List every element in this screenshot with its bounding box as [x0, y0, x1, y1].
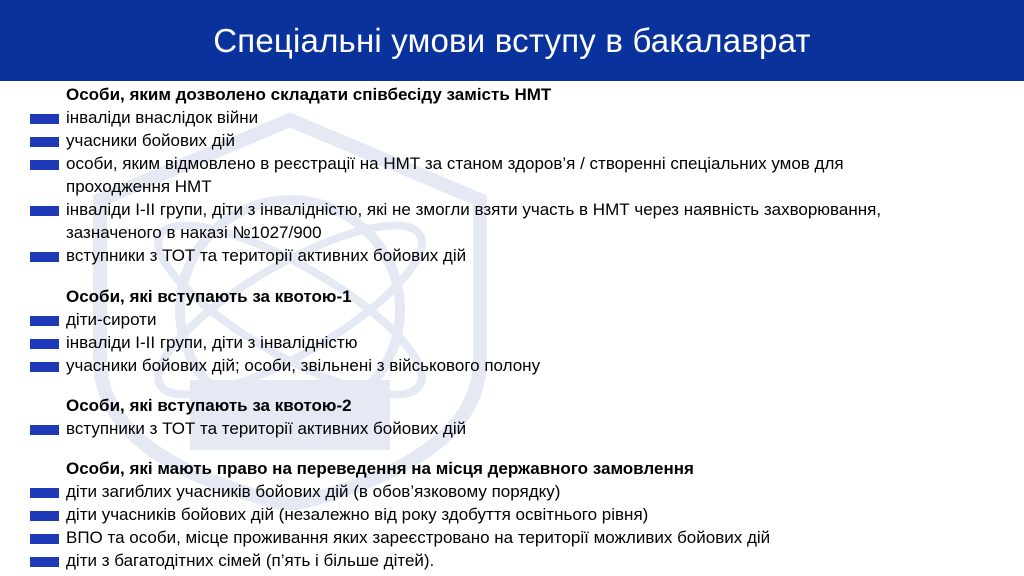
section-4-heading: Особи, які мають право на переведення на місця державного замовлення [66, 459, 694, 478]
list-item: діти-сироти [66, 310, 157, 329]
section-3-heading: Особи, які вступають за квотою-2 [66, 396, 352, 415]
list-item: учасники бойових дій [66, 131, 235, 150]
list-item: особи, яким відмовлено в реєстрації на НМТ за станом здоров’я / створенні спеціальних умов для [66, 154, 844, 173]
list-item: вступники з ТОТ та території активних бойових дій [66, 246, 467, 265]
section-1-heading: Особи, яким дозволено складати співбесіду замість НМТ [66, 85, 552, 104]
slide-title: Спеціальні умови вступу в бакалаврат [213, 21, 811, 59]
list-item: інваліди I-II групи, діти з інвалідністю, які не змогли взяти участь в НМТ через наявність захворювання, [66, 200, 882, 219]
list-item-continuation: зазначеного в наказі №1027/900 [66, 223, 322, 242]
bullet-icon [30, 206, 59, 216]
bullet-icon [30, 252, 59, 262]
bullet-icon [30, 534, 59, 544]
list-item-continuation: проходження НМТ [66, 177, 212, 196]
list-item: інваліди внаслідок війни [66, 108, 259, 127]
bullet-icon [30, 557, 59, 567]
bullet-icon [30, 114, 59, 124]
list-item: ВПО та особи, місце проживання яких зареєстровано на території можливих бойових дій [66, 528, 771, 547]
list-item: інваліди I-II групи, діти з інвалідністю [66, 333, 358, 352]
bullet-icon [30, 137, 59, 147]
bullet-icon [30, 362, 59, 372]
bullet-icon [30, 425, 59, 435]
bullet-icon [30, 511, 59, 521]
list-item: діти загиблих учасників бойових дій (в обов’язковому порядку) [66, 482, 561, 501]
bullet-icon [30, 160, 59, 170]
list-item: вступники з ТОТ та території активних бойових дій [66, 419, 467, 438]
list-item: діти з багатодітних сімей (п’ять і більше дітей). [66, 551, 435, 570]
bullet-icon [30, 339, 59, 349]
bullet-icon [30, 488, 59, 498]
bullet-icon [30, 316, 59, 326]
section-2-heading: Особи, які вступають за квотою-1 [66, 287, 352, 306]
list-item: діти учасників бойових дій (незалежно від року здобуття освітнього рівня) [66, 505, 649, 524]
list-item: учасники бойових дій; особи, звільнені з військового полону [66, 356, 541, 375]
